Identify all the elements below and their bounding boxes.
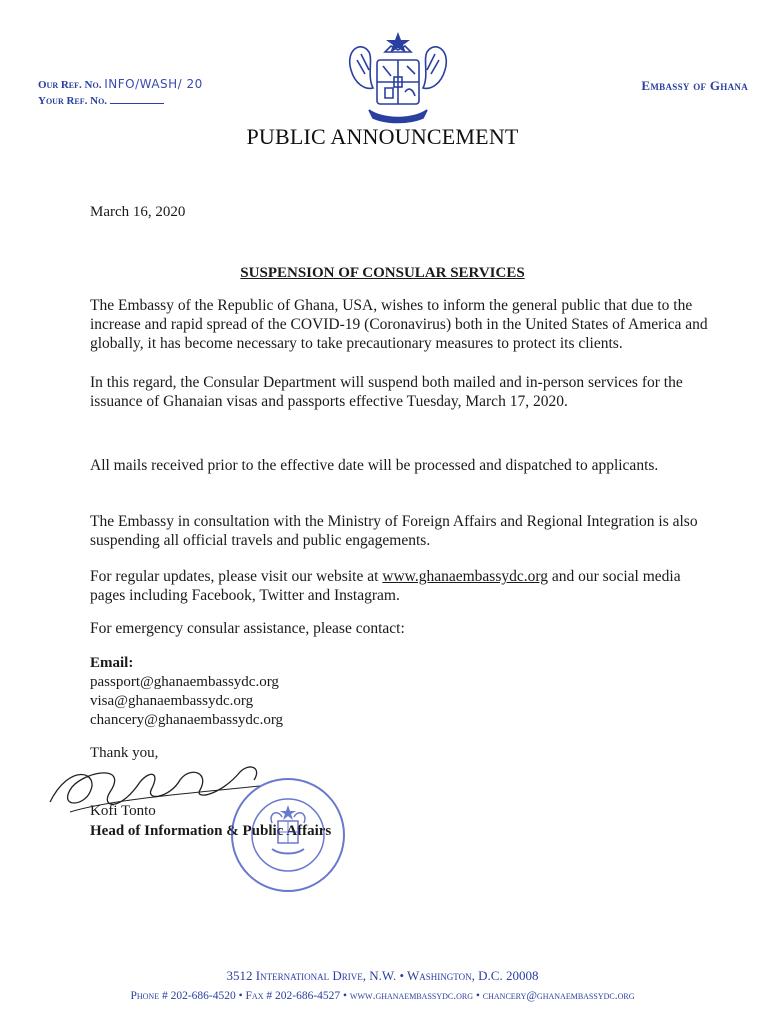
our-ref-value: INFO/WASH/ 20 <box>104 77 203 91</box>
paragraph-updates <box>90 567 710 605</box>
signer-role: Head of Information & Public Affairs <box>90 823 332 839</box>
your-ref-blank <box>110 94 164 104</box>
reference-block <box>38 76 203 109</box>
your-ref-label: Your Ref. No. <box>38 95 108 107</box>
paragraph-suspension: In this regard, the Consular Department will suspend both mailed and in-person services for the issuance of Ghanaian visas and passports effective Tuesday, March 17, 2020. <box>90 374 683 410</box>
email-chancery[interactable]: chancery@ghanaembassydc.org <box>90 712 284 728</box>
footer-address: 3512 International Drive, N.W. • Washington, D.C. 20008 <box>226 968 539 983</box>
updates-text-before: For regular updates, please visit our website at <box>90 568 383 585</box>
email-passport[interactable]: passport@ghanaembassydc.org <box>90 674 279 690</box>
embassy-seal-icon <box>228 775 348 895</box>
email-visa[interactable]: visa@ghanaembassydc.org <box>90 693 254 709</box>
embassy-name: Embassy of Ghana <box>641 78 748 93</box>
email-label: Email: <box>90 655 134 671</box>
coat-of-arms-icon <box>343 30 453 126</box>
website-link[interactable]: www.ghanaembassydc.org <box>382 568 549 585</box>
paragraph-travels: The Embassy in consultation with the Ministry of Foreign Affairs and Regional Integration is also suspending all official travels and public engagements. <box>90 513 698 549</box>
signer-name: Kofi Tonto <box>90 803 156 819</box>
paragraph-intro: The Embassy of the Republic of Ghana, USA, wishes to inform the general public that due to the increase and rapid spread of the COVID-19 (Coronavirus) both in the United States of America and globally, it has become necessary to take precautionary measures to protect its clients. <box>90 297 708 352</box>
letter-date: March 16, 2020 <box>90 204 186 220</box>
page-title: PUBLIC ANNOUNCEMENT <box>246 124 519 149</box>
footer-contacts: Phone # 202-686-4520 • Fax # 202-686-4527 • www.ghanaembassydc.org • chancery@ghanaembassydc.org <box>130 990 635 1002</box>
updates-text-after: and our social media pages including Facebook, Twitter and Instagram. <box>90 568 681 604</box>
email-list <box>90 654 283 730</box>
paragraph-emergency: For emergency consular assistance, please contact: <box>90 620 405 637</box>
our-ref-label: Our Ref. No. <box>38 79 102 91</box>
paragraph-mails: All mails received prior to the effective date will be processed and dispatched to applicants. <box>90 457 659 474</box>
closing-text: Thank you, <box>90 745 159 761</box>
letter-heading: SUSPENSION OF CONSULAR SERVICES <box>240 265 525 281</box>
